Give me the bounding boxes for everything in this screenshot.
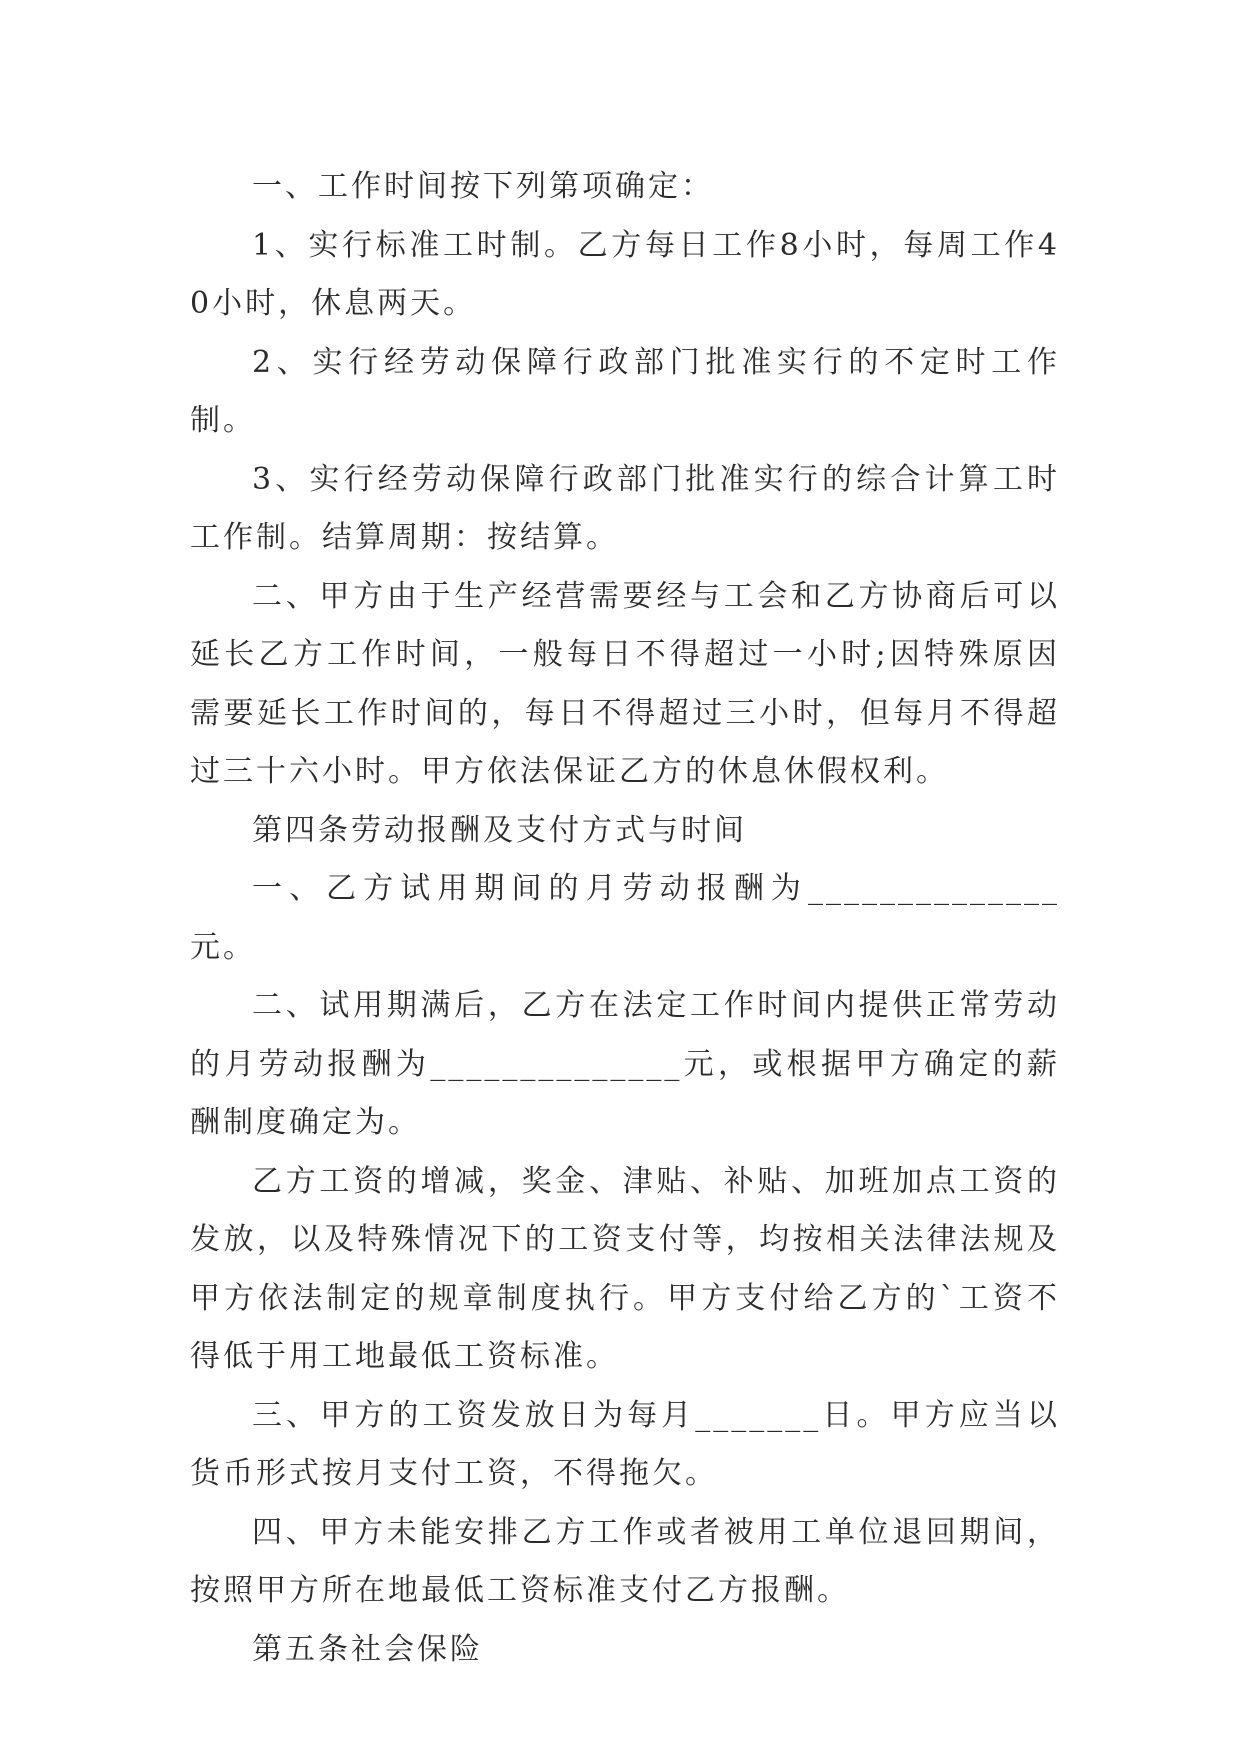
paragraph-pay-adjustments: 乙方工资的增减，奖金、津贴、补贴、加班加点工资的发放，以及特殊情况下的工资支付等，均按相关法律法规及甲方依法制定的规章制度执行。甲方支付给乙方的`工资不得低于用工地最低工资标准。	[190, 1163, 1060, 1374]
paragraph-overtime: 二、甲方由于生产经营需要经与工会和乙方协商后可以延长乙方工作时间，一般每日不得超过一小时;因特殊原因需要延长工作时间的，每日不得超过三小时，但每月不得超过三十六小时。甲方依法保证乙方的休息休假权利。	[190, 578, 1060, 789]
paragraph-flexible-hours: 2、实行经劳动保障行政部门批准实行的不定时工作制。	[190, 344, 1060, 438]
paragraph-work-hours-intro: 一、工作时间按下列第项确定：	[252, 169, 714, 204]
paragraph-idle-pay: 四、甲方未能安排乙方工作或者被用工单位退回期间，按照甲方所在地最低工资标准支付乙方报酬。	[190, 1514, 1060, 1608]
paragraph-comprehensive-hours: 3、实行经劳动保障行政部门批准实行的综合计算工时工作制。结算周期：按结算。	[190, 461, 1060, 555]
document-body	[190, 158, 1060, 1679]
paragraph-standard-hours: 1、实行标准工时制。乙方每日工作8小时，每周工作40小时，休息两天。	[190, 227, 1060, 321]
paragraph-pay-day: 三、甲方的工资发放日为每月_______日。甲方应当以货币形式按月支付工资，不得拖欠。	[190, 1397, 1060, 1491]
paragraph-regular-pay: 二、试用期满后，乙方在法定工作时间内提供正常劳动的月劳动报酬为______________元，或根据甲方确定的薪酬制度确定为。	[190, 988, 1060, 1140]
heading-article-4: 第四条劳动报酬及支付方式与时间	[252, 812, 747, 848]
paragraph-probation-pay: 一、乙方试用期间的月劳动报酬为______________元。	[190, 871, 1060, 965]
heading-article-5: 第五条社会保险	[252, 1631, 483, 1667]
